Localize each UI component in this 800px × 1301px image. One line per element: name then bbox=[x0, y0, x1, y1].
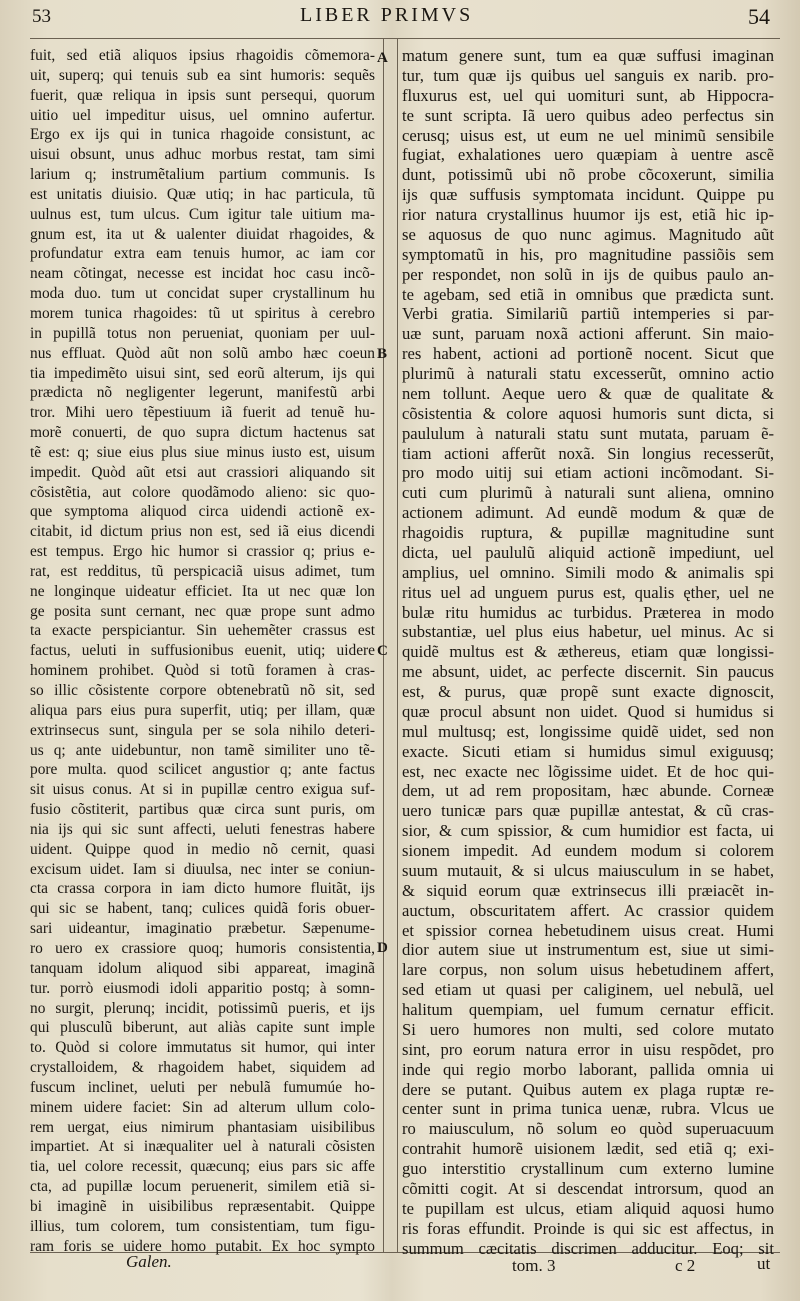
text-line: nem tollunt. Aeque uero & quæ de qualitate & bbox=[402, 383, 774, 403]
text-line: pro modo uitij sui etiam actioni incõmodant. Si- bbox=[402, 463, 774, 483]
text-line: factus, ueluti in suffusionibus euenit, utiq; uidere bbox=[30, 642, 375, 660]
text-line: ro uero ex crassiore quoq; humoris consistentia, bbox=[30, 939, 375, 957]
text-line: cta, ad pupillæ locum peruenerit, similem etiã si- bbox=[30, 1178, 375, 1196]
text-line: tror. Mihi uero tẽpestiuum iã fuerit ad tenuẽ hu- bbox=[30, 404, 375, 422]
text-line: rat, est redditus, tũ perspicaciã uisus adimet, tum bbox=[30, 562, 375, 580]
text-line: amplius, uel omnino. Simili modo & animalis spi bbox=[402, 562, 774, 582]
text-line: paululum à naturali statu sunt mutata, paruam ẽ- bbox=[402, 423, 774, 443]
text-line: auctum, obscuritatem affert. Ac crassior quidem bbox=[402, 900, 774, 920]
page-number-right: 54 bbox=[748, 4, 770, 29]
text-line: quæ procul absunt non uidet. Quod si humidus si bbox=[402, 701, 774, 721]
text-line: dunt, potissimũ ubi nõ probe cõcoxerunt, similia bbox=[402, 165, 774, 185]
text-line: us q; ante uidebuntur, non tamẽ similiter uno tẽ- bbox=[30, 741, 375, 759]
text-line: bi imaginẽ in uisibilibus repræsentabit. Quippe bbox=[30, 1197, 375, 1215]
text-line: fugiat, exhalationes uero quæpiam à uentre ascẽ bbox=[402, 145, 774, 165]
text-line: morẽ conuerti, de quo supra dictum hactenus sat bbox=[30, 424, 375, 442]
text-line: fuit, sed etiã aliquos ipsius rhagoidis cõmemora- bbox=[30, 47, 375, 64]
text-line: nus effluat. Quòd aũt non solũ ambo hæc coeun bbox=[30, 344, 375, 362]
text-line: rhagoidis ruptura, & pupillæ magnitudine sunt bbox=[402, 523, 774, 542]
text-line: uæ sunt, paruam noxã actioni afferunt. Sin maio- bbox=[402, 324, 774, 344]
text-line: et spissior cornea hebetudinem uisus creat. Humi bbox=[402, 920, 774, 940]
footer-volume: tom. 3 bbox=[512, 1256, 556, 1275]
text-line: ram foris se uidere homo putabit. Ex hoc sympto bbox=[30, 1237, 375, 1255]
left-text-column bbox=[30, 46, 375, 1256]
top-rule bbox=[30, 38, 780, 39]
text-line: suum mutauit, & si ulcus maiusculum in se habet, bbox=[402, 860, 774, 880]
text-line: sint, pro eorum natura error in uisu respõdet, pro bbox=[402, 1039, 774, 1059]
text-line: qui plusculũ biberunt, aut aliàs capite sunt imple bbox=[30, 1019, 375, 1037]
text-line: neam cõtingat, necesse est incidat hoc casu incõ- bbox=[30, 265, 375, 283]
text-line: te sunt scripta. Iã uero quibus adeo perfectus sin bbox=[402, 105, 774, 125]
margin-marker-a: A bbox=[377, 50, 388, 66]
text-line: sior, & cum spissior, & cum humidior est facta, ui bbox=[402, 821, 774, 841]
text-line: contrahit humorẽ uisionem lædit, sed etiã q; exi- bbox=[402, 1139, 774, 1159]
text-line: larium q; instrumẽtalium partium communis. Is bbox=[30, 166, 375, 184]
text-line: substantiæ, uel plus eius habetur, uel minus. Ac si bbox=[402, 622, 774, 642]
text-line: fusio cõstiterit, partibus quæ circa sunt puris, om bbox=[30, 801, 375, 819]
footer-catchword: ut bbox=[757, 1254, 771, 1273]
text-line: rior natura crystallinus huumor ijs est, etiã hic ip- bbox=[402, 205, 774, 224]
text-line: to. Quòd si colore immutatus sit humor, qui inter bbox=[30, 1039, 375, 1057]
text-line: ritus uel ad unguem purus est, qualis ęther, uel ne bbox=[402, 582, 774, 602]
margin-marker-d: D bbox=[377, 940, 388, 956]
text-line: uulnus est, tum ulcus. Cum igitur tale uitium ma- bbox=[30, 205, 375, 223]
margin-marker-c: C bbox=[377, 643, 388, 659]
text-line: fluxurus est, uel qui uomituri sunt, ab Hippocra- bbox=[402, 85, 774, 105]
text-line: mul multusq; est, longissime quidẽ uidet, sed non bbox=[402, 721, 774, 741]
text-line: illius, tum colorem, tum consistentiam, tum figu- bbox=[30, 1217, 375, 1235]
text-line: prædicta nõ negligenter legerunt, manifestũ arbi bbox=[30, 384, 375, 402]
text-line: est, & purus, quæ propẽ sunt exacte dignoscit, bbox=[402, 682, 774, 701]
text-line: summum cæcitatis discrimen adducitur. Eoq; sit bbox=[402, 1238, 774, 1258]
text-line: tanquam idolum aliquod sibi appareat, imaginã bbox=[30, 959, 375, 977]
text-line: ijs quæ suffusis symptomata incidunt. Quippe pu bbox=[402, 185, 774, 205]
text-line: tia, uel colore recessit, quæcunq; eius pars sic affe bbox=[30, 1158, 375, 1176]
text-line: hominem prohibet. Quòd si totũ foramen à cras- bbox=[30, 662, 375, 680]
text-line: Verbi gratia. Similariũ partiũ intemperies si par- bbox=[402, 304, 774, 324]
text-line: gnum est, ita ut & ualenter diuidat rhagoides, & bbox=[30, 225, 375, 243]
text-line: plurimũ à naturali statu excesserũt, omnino actio bbox=[402, 364, 774, 383]
text-line: cõsistẽtia, aut colore quodãmodo alieno: sic quo- bbox=[30, 483, 375, 501]
text-line: actionem adimunt. Ad eundẽ modum & quæ de bbox=[402, 503, 774, 523]
text-line: & siquid eorum quæ extrinsecus illi præiacẽt in- bbox=[402, 880, 774, 900]
text-line: cerusq; uisus est, ut eum ne uel minimũ sensibile bbox=[402, 125, 774, 145]
text-line: ro maiusculum, nõ solum eo quòd superuacuum bbox=[402, 1119, 774, 1139]
text-line: cõmitti cogit. At si descendat introrsum, quod an bbox=[402, 1178, 774, 1198]
text-line: guo interstitio crystallinum cum externo lumine bbox=[402, 1159, 774, 1178]
text-line: extrinsecus sunt, singula per se sola nihilo deteri- bbox=[30, 721, 375, 739]
text-line: uit, superq; qui tenuis sub ea sint humoris: sequẽs bbox=[30, 66, 375, 84]
text-line: tur. porrò eiusmodi idoli apparitio postq; à somn- bbox=[30, 979, 375, 997]
text-line: sionem impedit. Ad eundem modum si colorem bbox=[402, 841, 774, 860]
text-line: tiam actioni afferũt noxã. Sin longius recesserũt, bbox=[402, 443, 774, 463]
text-line: morem tunica rhagoides: tũ ut spiritus à cerebro bbox=[30, 304, 375, 322]
footer-gathering: c 2 bbox=[675, 1256, 696, 1275]
text-line: est, nec exacte nec lõgissime uidet. Et de hoc qui- bbox=[402, 761, 774, 781]
text-line: sed etiam ut quasi per caliginem, uel nebulã, uel bbox=[402, 980, 774, 1000]
text-line: ta exacte perspiciantur. Sin uehemẽter crassus est bbox=[30, 622, 375, 640]
text-line: rem uergat, eius nimirum phantasiam uisibilibus bbox=[30, 1118, 375, 1136]
text-line: tur, tum quæ ijs quibus uel sanguis ex narib. pro- bbox=[402, 65, 774, 85]
text-line: ge posita sunt cernant, nec quæ prope sunt admo bbox=[30, 602, 375, 620]
text-line: minem uidere faciet: Sin ad alterum ullum colo- bbox=[30, 1098, 375, 1116]
text-line: citabit, id dictum prius non est, sed iã eius dicendi bbox=[30, 523, 375, 541]
text-line: bulæ ritu humidus ac turbidus. Præterea in modo bbox=[402, 602, 774, 622]
page-number-left: 53 bbox=[32, 6, 51, 27]
text-line: dicta, uel paululũ aliquid actionẽ impediunt, uel bbox=[402, 542, 774, 562]
text-line: est unitatis diuisio. Quæ utiq; in hac particula, tũ bbox=[30, 185, 375, 203]
text-line: impartiet. At si inæqualiter uel à naturali cõsisten bbox=[30, 1138, 375, 1156]
text-line: symptomatũ in his, pro magnitudine passiõis sem bbox=[402, 244, 774, 264]
text-line: se aquosus de quo nunc agimus. Magnitudo aũt bbox=[402, 224, 774, 244]
text-line: aliqua pars eius pura superfit, utiq; per illam, quæ bbox=[30, 701, 375, 719]
text-line: fuerit, quæ reliqua in ipsis sunt persequi, quorum bbox=[30, 86, 375, 104]
text-line: exacte. Sicuti etiam si humidus simul exiguusq; bbox=[402, 741, 774, 761]
text-line: que symptoma aliquod circa uidendi actionẽ ex- bbox=[30, 503, 375, 521]
text-line: per respondet, non solũ in ijs de quibus paulo an- bbox=[402, 264, 774, 284]
text-line: pore multa. quod scilicet angustior q; ante factus bbox=[30, 761, 375, 779]
text-line: ne longinque uideatur efficiet. Ita ut nec quæ lon bbox=[30, 582, 375, 600]
text-line: quidẽ multus est & æthereus, etiam quæ longissi- bbox=[402, 642, 774, 662]
text-line: sit uisus conus. At si in pupillæ centro exigua suf- bbox=[30, 781, 375, 799]
text-line: res habent, actioni ad portionẽ nocent. Sicut que bbox=[402, 344, 774, 364]
text-line: cta crassa corpora in iam dicto humore fluitãt, ijs bbox=[30, 880, 375, 898]
text-line: so illic cõsistente corpore obtenebratũ nõ sit, sed bbox=[30, 682, 375, 699]
right-text-column bbox=[402, 46, 774, 1258]
text-line: cõsistentia & colore aquosi humoris sunt dicta, si bbox=[402, 403, 774, 423]
text-line: qui sic se habent, tanq; culices quidã foris obuer- bbox=[30, 900, 375, 918]
text-line: cuti cum plurimũ à naturali sunt aliena, omnino bbox=[402, 483, 774, 503]
text-line: te agebam, sed etiã in omnibus que prædicta sunt. bbox=[402, 284, 774, 304]
text-line: dere se putant. Quibus autem ex plaga ruptæ re- bbox=[402, 1079, 774, 1099]
text-line: impedit. Quòd aũt etsi aut crassiori aliquando sit bbox=[30, 463, 375, 481]
text-line: uisui obsunt, unus adhuc morbus restat, tam simi bbox=[30, 146, 375, 164]
text-line: Si uero humores non multi, sed colore mutato bbox=[402, 1019, 774, 1039]
text-line: est tempus. Ergo hic humor si crassior q; prius e- bbox=[30, 543, 375, 561]
margin-marker-b: B bbox=[377, 346, 388, 362]
text-line: no surgit, plerunq; incidit, potissimũ pueris, et ijs bbox=[30, 999, 375, 1017]
text-line: nia ijs qui sic sunt affecti, ueluti fenestras habere bbox=[30, 820, 375, 838]
text-line: te pupillam est ulcus, etiam aliquid aquosi humo bbox=[402, 1198, 774, 1218]
running-title: LIBER PRIMVS bbox=[300, 4, 474, 26]
text-line: tẽ est: q; siue eius plus siue minus iusto est, uisum bbox=[30, 443, 375, 461]
text-line: me absunt, uidet, ac perfecte discernit. Sin paucus bbox=[402, 662, 774, 682]
text-line: center sunt in prima tunica uenæ, rubra. Vlcus ue bbox=[402, 1099, 774, 1119]
text-line: profundatur extra eam tenuis humor, ac iam cor bbox=[30, 245, 375, 263]
text-line: halitum quempiam, uel fumum cernatur efficit. bbox=[402, 1000, 774, 1019]
text-line: Ergo ex ijs qui in tunica rhagoide consistunt, ac bbox=[30, 126, 375, 144]
text-line: in pupillã totus non perueniat, quoniam per uul- bbox=[30, 324, 375, 342]
text-line: matum genere sunt, tum ea quæ suffusi imaginan bbox=[402, 46, 774, 65]
text-line: uitio uel impeditur uisus, uel omnino aufertur. bbox=[30, 106, 375, 124]
text-line: dior autem siue ut instrumentum est, siue ut simi- bbox=[402, 940, 774, 960]
text-line: inde qui regio morbo laborant, pallida omnia ui bbox=[402, 1059, 774, 1079]
text-line: excisum uidet. Iam si diuulsa, nec inter se coniun- bbox=[30, 860, 375, 878]
text-line: uero tunicæ pars quæ pupillæ antestat, & cũ cras- bbox=[402, 801, 774, 821]
text-line: moda duo. tum ut concidat super crystallinum hu bbox=[30, 285, 375, 303]
text-line: fuscum inclinet, ueluti per nebulã fumumúe ho- bbox=[30, 1078, 375, 1096]
text-line: crystalloidem, & rhagoidem habet, siquidem ad bbox=[30, 1059, 375, 1077]
text-line: lare corpus, non solum uisus hebetudinem affert, bbox=[402, 960, 774, 980]
footer-signature: Galen. bbox=[126, 1252, 172, 1271]
text-line: uident. Quippe quod in medio nõ cernit, quasi bbox=[30, 840, 375, 858]
text-line: ris foras effundit. Proinde is qui sic est affectus, in bbox=[402, 1218, 774, 1238]
column-divider-right bbox=[397, 38, 398, 1252]
text-line: dem, ut ad rem propositam, hæc abunde. Corneæ bbox=[402, 781, 774, 801]
text-line: tia impedimẽto uisui sint, sed eorũ alterum, ijs qui bbox=[30, 364, 375, 382]
text-line: sari uideantur, imaginatio præbetur. Sæpenume- bbox=[30, 920, 375, 938]
